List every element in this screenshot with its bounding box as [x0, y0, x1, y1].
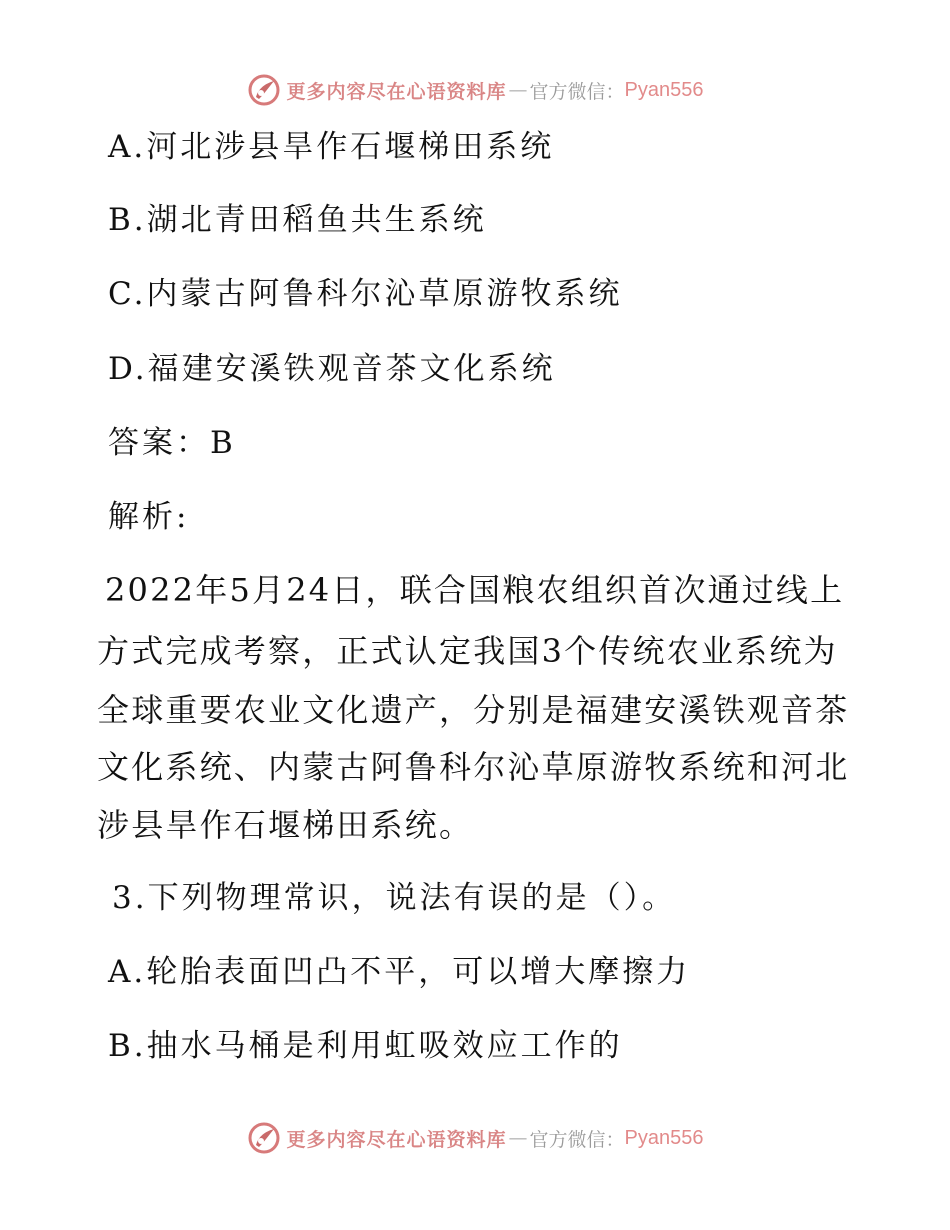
option-c: C.内蒙古阿鲁科尔沁草原游牧系统	[108, 276, 623, 312]
watermark-banner-top	[0, 70, 950, 110]
analysis-line-5: 涉县旱作石堰梯田系统。	[97, 806, 474, 844]
watermark-dash: —	[508, 1127, 528, 1149]
watermark-dash: —	[508, 79, 528, 101]
option-d: D.福建安溪铁观音茶文化系统	[108, 351, 556, 387]
watermark-text: 更多内容尽在心语资料库	[286, 80, 507, 103]
analysis-line-3: 全球重要农业文化遗产，分别是福建安溪铁观音茶	[97, 691, 850, 729]
logo-icon	[247, 1121, 281, 1155]
question-3-option-b: B.抽水马桶是利用虹吸效应工作的	[108, 1028, 623, 1064]
analysis-line-2: 方式完成考察，正式认定我国3个传统农业系统为	[97, 632, 838, 670]
watermark-id: Pyan556	[624, 1126, 704, 1149]
analysis-line-4: 文化系统、内蒙古阿鲁科尔沁草原游牧系统和河北	[97, 748, 850, 786]
option-a: A.河北涉县旱作石堰梯田系统	[108, 129, 555, 165]
question-3-option-a: A.轮胎表面凹凸不平，可以增大摩擦力	[108, 954, 691, 990]
watermark-text: 更多内容尽在心语资料库	[286, 1128, 507, 1151]
question-3-stem: 3.下列物理常识，说法有误的是（）。	[112, 880, 677, 916]
analysis-line-1: 2022年5月24日，联合国粮农组织首次通过线上	[105, 571, 845, 609]
watermark-label: 官方微信：	[529, 80, 625, 103]
logo-icon	[247, 73, 281, 107]
watermark-banner-bottom	[0, 1118, 950, 1158]
watermark-label: 官方微信：	[529, 1128, 625, 1151]
watermark-id: Pyan556	[624, 78, 704, 101]
analysis-label: 解析:	[108, 499, 190, 535]
option-b: B.湖北青田稻鱼共生系统	[108, 202, 487, 238]
answer-line: 答案：B	[108, 425, 236, 461]
